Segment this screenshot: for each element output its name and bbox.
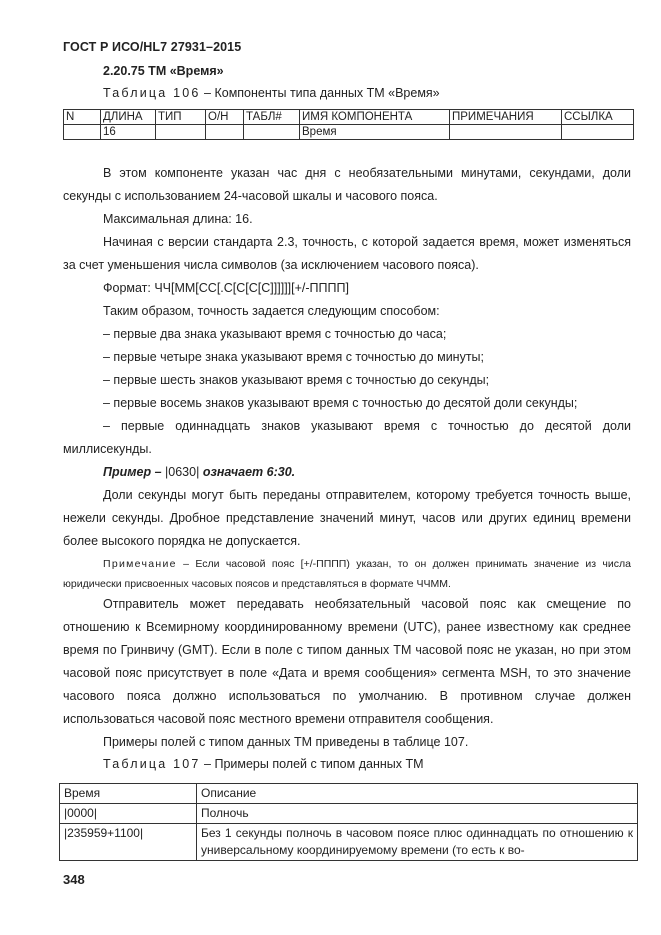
table-106-cell: Время <box>300 125 450 140</box>
paragraph: Таким образом, точность задается следующим способом: <box>103 304 440 318</box>
table-106-cell <box>562 125 634 140</box>
table-106-caption <box>103 86 440 100</box>
format-line: Формат: ЧЧ[ММ[СС[.С[С[С[С]]]]]][+/-ПППП] <box>103 281 349 295</box>
list-item: – первые четыре знака указывают время с точностью до минуты; <box>103 350 485 364</box>
paragraph: Примеры полей с типом данных ТМ приведены в таблице 107. <box>103 735 469 749</box>
paragraph: Доли секунды могут быть переданы отправителем, которому требуется точность выше, нежели секунды. Дробное представление значений минут, часов или других единиц времени более высокого порядка не допускается. <box>63 488 631 548</box>
table-106-cell: 16 <box>101 125 156 140</box>
table-107-cell: |235959+1100| <box>60 824 197 861</box>
table-107-row <box>60 804 638 824</box>
table-106-caption-text: – Компоненты типа данных ТМ «Время» <box>204 86 440 100</box>
table-106-header-cell: ССЫЛКА <box>562 110 634 125</box>
table-106-row <box>64 125 634 140</box>
table-106-cell <box>64 125 101 140</box>
note <box>63 554 631 594</box>
table-107-header-cell: Время <box>60 784 197 804</box>
note-label: Примечание <box>103 558 177 570</box>
list-item: – первые два знака указывают время с точностью до часа; <box>103 327 447 341</box>
table-106-header-cell: ДЛИНА <box>101 110 156 125</box>
table-106-header-cell: ИМЯ КОМПОНЕНТА <box>300 110 450 125</box>
table-106-header-row <box>64 110 634 125</box>
list-item: – первые одиннадцать знаков указывают время с точностью до десятой доли миллисекунды. <box>63 419 631 456</box>
example-text: означает 6:30. <box>202 465 296 479</box>
section-title: 2.20.75 ТМ «Время» <box>103 64 224 78</box>
page-number: 348 <box>63 872 85 887</box>
note-text: – Если часовой пояс [+/-ПППП) указан, то он должен принимать значение из числа юридически присвоенных часовых поясов и представляться в формате ЧЧММ. <box>63 558 631 590</box>
paragraph: В этом компоненте указан час дня с необязательными минутами, секундами, доли секунды с использованием 24-часовой шкалы и часового пояса. <box>63 166 631 203</box>
table-107-caption-text: – Примеры полей с типом данных ТМ <box>204 757 424 771</box>
standard-header: ГОСТ Р ИСО/HL7 27931–2015 <box>63 40 242 54</box>
paragraph: Начиная с версии стандарта 2.3, точность, с которой задается время, может изменяться за счет уменьшения числа символов (за исключением часового пояса). <box>63 235 631 272</box>
example-line <box>103 461 295 484</box>
table-107-cell: Без 1 секунды полночь в часовом поясе плюс одиннадцать по отношению к универсальному координируемому времени (то есть к во- <box>197 824 638 861</box>
example-label: Пример – <box>103 465 162 479</box>
table-106-header-cell: ПРИМЕЧАНИЯ <box>450 110 562 125</box>
list-item: – первые восемь знаков указывают время с точностью до десятой доли секунды; <box>103 396 578 410</box>
table-106-header-cell: ТИП <box>156 110 206 125</box>
table-107 <box>59 783 638 861</box>
table-107-header-row <box>60 784 638 804</box>
table-106-cell <box>206 125 244 140</box>
table-106-cell <box>244 125 300 140</box>
table-107-caption-label: Таблица 107 <box>103 757 201 771</box>
table-107-cell: Полночь <box>197 804 638 824</box>
table-106-cell <box>156 125 206 140</box>
table-106 <box>63 109 634 140</box>
paragraph: Отправитель может передавать необязательный часовой пояс как смещение по отношению к Всемирному координированному времени (UTC), ранее известному как среднее время по Гринвичу (GMT). Если в поле с типом данных ТМ часовой пояс не указан, но при этом часовой пояс присутствует в поле «Дата и время сообщения» сегмента MSH, то это значение часового пояса должно использоваться по умолчанию. В противном случае должен использоваться часовой пояс местного времени отправителя сообщения. <box>63 597 631 726</box>
table-107-cell: |0000| <box>60 804 197 824</box>
table-106-caption-label: Таблица 106 <box>103 86 201 100</box>
table-107-header-cell: Описание <box>197 784 638 804</box>
table-106-header-cell: О/Н <box>206 110 244 125</box>
table-106-header-cell: ТАБЛ# <box>244 110 300 125</box>
table-106-cell <box>450 125 562 140</box>
example-code: |0630| <box>165 465 200 479</box>
paragraph: Максимальная длина: 16. <box>103 212 253 226</box>
list-item: – первые шесть знаков указывают время с точностью до секунды; <box>103 373 490 387</box>
table-106-header-cell: N <box>64 110 101 125</box>
table-107-row <box>60 824 638 861</box>
table-107-caption <box>103 757 424 771</box>
